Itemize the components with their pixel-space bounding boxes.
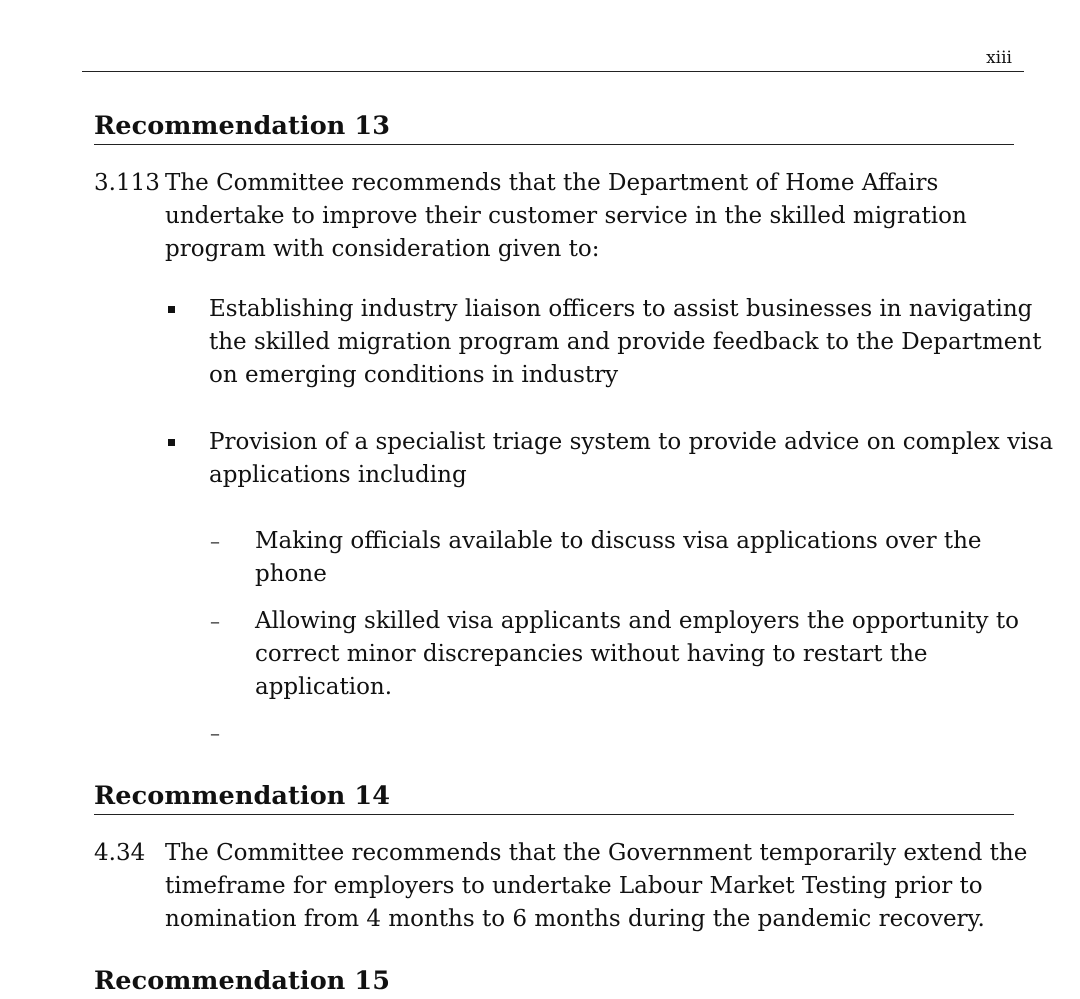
paragraph-number-3-113: 3.113 bbox=[94, 170, 160, 196]
paragraph-line: undertake to improve their customer service in the skilled migration bbox=[165, 203, 967, 229]
sub-item-line: application. bbox=[255, 674, 393, 700]
paragraph-number-4-34: 4.34 bbox=[94, 840, 146, 866]
bullet-line: applications including bbox=[209, 462, 467, 488]
recommendation-15-heading: Recommendation 15 bbox=[94, 966, 391, 996]
bullet-line: Establishing industry liaison officers to assist businesses in navigating bbox=[209, 296, 1033, 322]
recommendation-13-heading: Recommendation 13 bbox=[94, 110, 1014, 145]
header-rule bbox=[82, 71, 1024, 72]
sub-item-line: phone bbox=[255, 561, 327, 587]
paragraph-line: The Committee recommends that the Government temporarily extend the bbox=[165, 840, 1028, 866]
bullet-line: the skilled migration program and provide feedback to the Department bbox=[209, 329, 1042, 355]
sub-item-line: correct minor discrepancies without having to restart the bbox=[255, 641, 928, 667]
paragraph-line: nomination from 4 months to 6 months during the pandemic recovery. bbox=[165, 906, 985, 932]
paragraph-line: timeframe for employers to undertake Labour Market Testing prior to bbox=[165, 873, 983, 899]
bullet-line: Provision of a specialist triage system to provide advice on complex visa bbox=[209, 429, 1054, 455]
paragraph-4-34-text bbox=[165, 837, 1028, 936]
recommendation-14-heading: Recommendation 14 bbox=[94, 780, 1014, 815]
bullet-item-industry-liaison bbox=[209, 293, 1042, 392]
dash-marker: – bbox=[210, 609, 220, 633]
dash-marker: – bbox=[210, 529, 220, 553]
bullet-line: on emerging conditions in industry bbox=[209, 362, 619, 388]
paragraph-3-113-text bbox=[165, 167, 1015, 266]
sub-item-line: Making officials available to discuss visa applications over the bbox=[255, 528, 982, 554]
paragraph-line: program with consideration given to: bbox=[165, 236, 600, 262]
sub-item-correct-discrepancies bbox=[255, 605, 1019, 704]
sub-item-line: Allowing skilled visa applicants and employers the opportunity to bbox=[255, 608, 1019, 634]
bullet-square-icon bbox=[168, 439, 175, 446]
page-number: xiii bbox=[986, 48, 1012, 68]
dash-marker-empty: – bbox=[210, 721, 220, 745]
sub-item-officials-available bbox=[255, 525, 1015, 591]
paragraph-line: The Committee recommends that the Department of Home Affairs bbox=[165, 170, 939, 196]
bullet-square-icon bbox=[168, 306, 175, 313]
bullet-item-triage-system bbox=[209, 426, 1054, 492]
